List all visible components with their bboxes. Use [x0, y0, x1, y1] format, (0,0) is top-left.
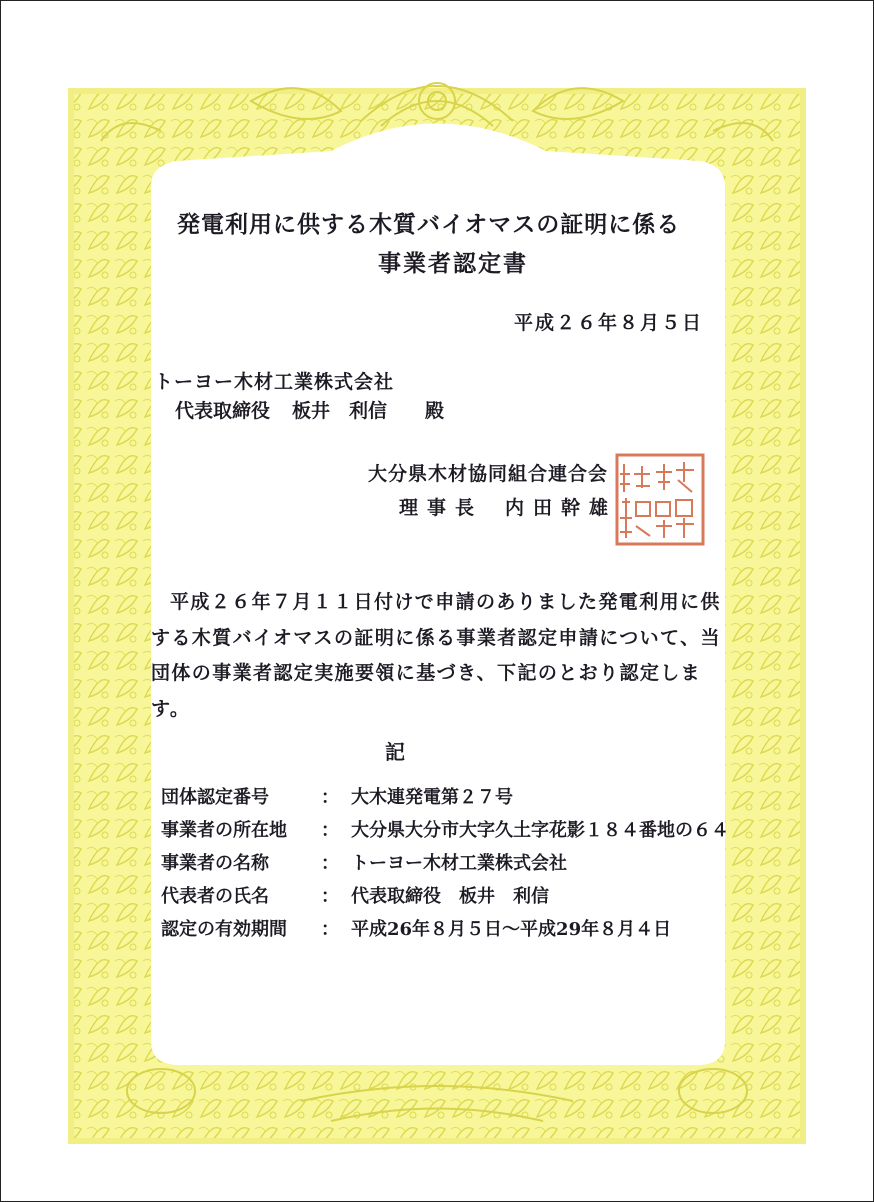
detail-label: 認定の有効期間: [161, 919, 287, 940]
official-seal: [614, 452, 706, 547]
issuer-name: 内田幹雄: [505, 497, 618, 519]
detail-separator: ：: [321, 919, 339, 940]
detail-row: [161, 882, 549, 908]
detail-separator: ：: [321, 853, 339, 874]
recipient-name: 板井 利信: [292, 400, 388, 422]
detail-label: 団体認定番号: [161, 787, 269, 808]
detail-value: 大木連発電第２７号: [351, 787, 513, 808]
detail-separator: ：: [321, 886, 339, 907]
recipient-company: トーヨー木材工業株式会社: [154, 371, 395, 393]
recipient-position: 代表取締役: [175, 400, 271, 422]
detail-label: 事業者の所在地: [161, 820, 287, 841]
detail-label: 代表者の氏名: [161, 886, 269, 907]
certificate-body-text: 平成２６年７月１１日付けで申請のありました発電利用に供する木質バイオマスの証明に係る事業者認定申請について、当団体の事業者認定実施要領に基づき、下記のとおり認定します。: [151, 591, 721, 720]
issuer-line: [399, 493, 617, 520]
recipient-honorific: 殿: [425, 400, 445, 422]
issuer-position: 理事長: [399, 497, 484, 519]
detail-row: [161, 783, 513, 809]
issuer-organization: 大分県木材協同組合連合会: [368, 463, 609, 485]
issue-date: 平成２６年８月５日: [513, 312, 703, 334]
detail-separator: ：: [321, 820, 339, 841]
detail-value: 大分県大分市大字久土字花影１８４番地の６４: [351, 820, 729, 841]
detail-row: [161, 816, 729, 842]
detail-row: [161, 849, 567, 875]
recipient-line: [175, 396, 444, 423]
certificate-title-line1: 発電利用に供する木質バイオマスの証明に係る: [177, 211, 681, 238]
detail-value: 平成26年８月５日～平成29年８月４日: [351, 919, 672, 940]
detail-value: 代表取締役 板井 利信: [351, 886, 549, 907]
detail-row: [161, 915, 671, 941]
detail-label: 事業者の名称: [161, 853, 269, 874]
ki-heading: 記: [385, 740, 405, 764]
certificate-title-line2: 事業者認定書: [378, 250, 528, 277]
detail-value: トーヨー木材工業株式会社: [351, 853, 567, 874]
detail-separator: ：: [321, 787, 339, 808]
